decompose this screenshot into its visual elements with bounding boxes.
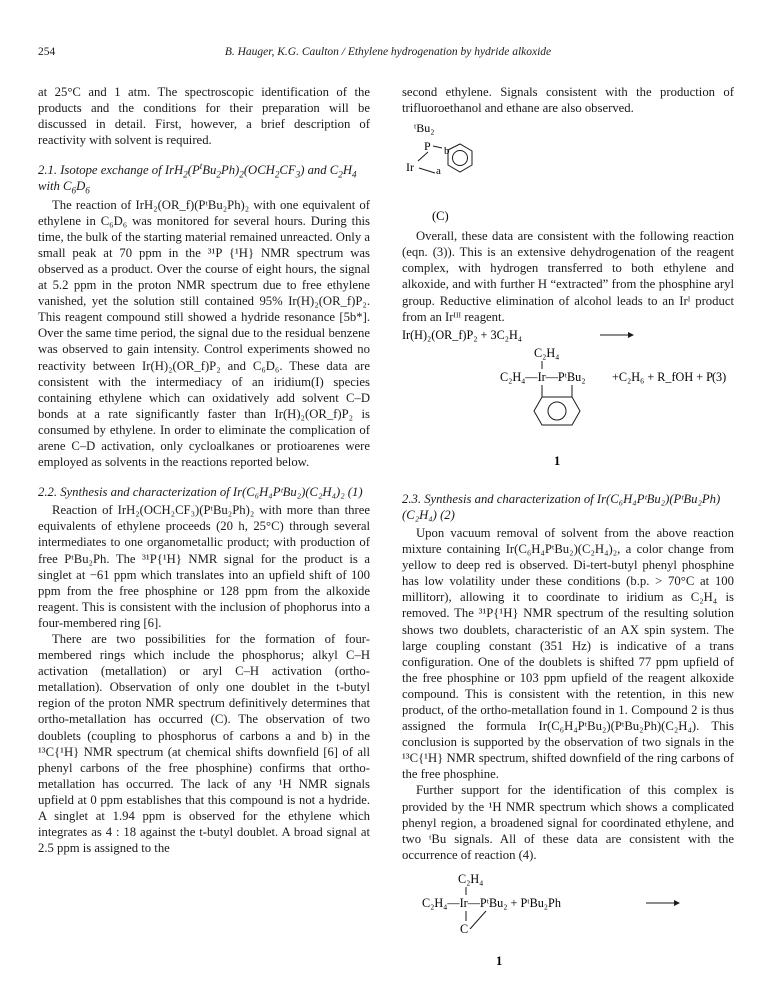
section-2-1-title: 2.1. Isotope exchange of $IrH_2(P^tBu_2Ph)_2(OCH_2CF_3)$ and $C_2H_4$ with $C_6D_6$ — [38, 161, 357, 196]
structure-c-ir: Ir — [406, 160, 414, 175]
structure-c-tbu: ᵗBu₂ — [414, 121, 435, 136]
eq3-metal-center: C₂H₄—Ir—PᵗBu₂ — [500, 369, 586, 384]
eq3-ring-circle — [548, 402, 566, 420]
structure-c-figure — [402, 116, 734, 228]
section-2-3-title: 2.3. Synthesis and characterization of Ir(C₆H₄PᵗBu₂)(PᵗBu₂Ph)(C₂H₄) (2) — [402, 491, 721, 522]
eq3-rhs: +C₂H₆ + R_fOH + P — [612, 369, 713, 384]
running-title: B. Hauger, K.G. Caulton / Ethylene hydrogenation by hydride alkoxide — [224, 46, 552, 58]
structure-c-ring-circle — [453, 151, 468, 166]
equation-4 — [402, 869, 734, 979]
page-number: 254 — [38, 46, 56, 58]
eq4-carbon: C — [460, 921, 469, 936]
eq4-metal-center: C₂H₄—Ir—PᵗBu₂ + PᵗBu₂Ph — [422, 895, 561, 910]
structure-c-p: P — [424, 139, 431, 154]
eq3-ring — [534, 397, 580, 425]
structure-c-ring — [448, 144, 472, 172]
paragraph-second-ethylene: second ethylene. Signals consistent with the production of trifluoroethanol and ethane are also observed. — [402, 85, 734, 116]
right-column — [402, 84, 734, 979]
paragraph-synthesis-2: Upon vacuum removal of solvent from the above reaction mixture containing Ir(C₆H₄PᵗBu₂)(C₂H₄)₂, a color change from yellow to deep red is observed. Di-tert-butyl phenyl phosphine has low volatility under these conditions (b.p. > 70°C at 100 millitorr), allowing it to coordinate to iridium as C₂H₄ is removed. The ³¹P{¹H} NMR spectrum of the resulting solution shows two doublets, characteristic of an AX spin system. The large coupling constant (351 Hz) is indicative of a trans configuration. One of the doublets is shifted 77 ppm upfield of the free phosphine or 103 ppm upfield of the reagent alkoxide compound. This is consistent with the retention, in this new product, of the ortho-metallation found in 1. Compound 2 is thus assigned the formula Ir(C₆H₄PᵗBu₂)(PᵗBu₂Ph)(C₂H₄). This conclusion is supported by the observation of two signals in the ¹³C{¹H} NMR spectrum, shifted downfield of the ring carbons of the free phosphine. — [402, 525, 734, 782]
paragraph-ring-formation: There are two possibilities for the formation of four-membered rings which include the phosphorus; alkyl C–H activation (metallation) or aryl C–H activation (ortho-metallation). Observation of only one doublet in the t-butyl region of the proton NMR spectrum definitively determines that ortho-metallation has occurred (C). The observation of two doublets (coupling to phosphorus of carbons a and b) in the ¹³C{¹H} NMR spectrum (at chemical shifts downfield [6] of all phenyl carbons of the free phosphine) confirms that ortho-metallation has occurred. The lack of any ¹H NMR signals upfield at 0 ppm establishes that this compound is not a hydride. A singlet at 1.94 ppm is observed for the ethylene which integrates as 4 : 18 against the t-butyl doublet. A broad signal at 2.5 ppm is assigned to the — [38, 632, 370, 856]
structure-c-a: a — [436, 165, 441, 178]
structure-c-bond-p-b — [433, 146, 442, 148]
paragraph-overall-reaction: Overall, these data are consistent with the following reaction (eqn. (3)). This is an extensive dehydrogenation of the reagent complex, with hydrogen transferred to both ethylene and alkoxide, and with further H “extracted” from the phosphine aryl group. Reductive elimination of alcohol leads to an Irᴵ product from an Irᴵᴵᴵ reagent. — [402, 229, 734, 324]
eq3-top-ethylene: C₂H₄ — [534, 345, 560, 360]
paragraph-synthesis-1: Reaction of IrH₂(OCH₂CF₃)(PᵗBu₂Ph)₂ with more than three equivalents of ethylene proceeds (20 h, 25°C) through several intermediates to one organometallic product; with production of free PᵗBu₂Ph. The ³¹P{¹H} NMR signal for the product is a singlet at −61 ppm which translates into an upfield shift of 100 ppm from the free phosphine or 128 ppm from the alkoxide reagent. This is consistent with the inclusion of phophorus into a four-membered ring [6]. — [38, 503, 370, 630]
eq3-compound-label: 1 — [554, 453, 561, 468]
paragraph-further-support: Further support for the identification of this complex is provided by the ¹H NMR spectrum which shows a complicated phenyl region, a broadened signal for coordinated ethylene, and two ᵗBu signals. All of these data are consistent with the occurrence of reaction (4). — [402, 783, 734, 862]
section-2-2-title: 2.2. Synthesis and characterization of Ir(C₆H₄PᵗBu₂)(C₂H₄)₂ (1) — [38, 485, 363, 500]
structure-c-label: (C) — [432, 209, 449, 224]
eq4-bond-diag — [470, 911, 486, 929]
eq4-top-ethylene: C₂H₄ — [458, 871, 484, 886]
eq3-number: (3) — [712, 369, 727, 384]
eq4-compound-label: 1 — [496, 953, 503, 968]
page-header — [38, 46, 738, 62]
structure-c-bond-ir-p — [418, 152, 428, 161]
structure-c-b: b — [444, 145, 450, 158]
eq4-arrowhead — [674, 900, 680, 906]
eq3-lhs: Ir(H)₂(OR_f)P₂ + 3C₂H₄ — [402, 327, 523, 342]
structure-c-bond-ir-a — [419, 168, 435, 173]
equation-3 — [402, 325, 734, 485]
paragraph-isotope-exchange: The reaction of IrH₂(OR_f)(PᵗBu₂Ph)₂ with one equivalent of ethylene in C₆D₆ was monitored for several hours. During this time, the bulk of the starting material remained unreacted. Only a small peak at 70 ppm in the ³¹P {¹H} NMR spectrum was observed as a product. Over the course of eight hours, the signal at 5.2 ppm in the proton NMR spectrum due to free ethylene vanished, yet the solution still contained 95% Ir(H)₂(OR_f)P₂. This reagent compound still showed a hydride resonance [5b*]. Over the same time period, the signal due to the residual benzene was observed to gain intensity. Control experiments showed no reactivity between Ir(H)₂(OR_f)P₂ and C₆D₆. These data are consistent with the intermediacy of an iridium(I) species containing ethylene which can oxidatively add solvent C–D bonds at a rate significantly faster than Ir(H)₂(OR_f)P₂ is consumed by ethylene. In order to eliminate the complication of arene C–D activation, only cycloalkanes or protioarenes were employed as solvents in the reactions reported below. — [38, 197, 370, 470]
eq3-arrowhead — [628, 332, 634, 338]
paragraph-intro: at 25°C and 1 atm. The spectroscopic identification of the products and the conditions for their preparation will be discussed in detail. First, however, a brief description of reactivity with solvent is required. — [38, 85, 370, 148]
left-column — [38, 84, 370, 856]
